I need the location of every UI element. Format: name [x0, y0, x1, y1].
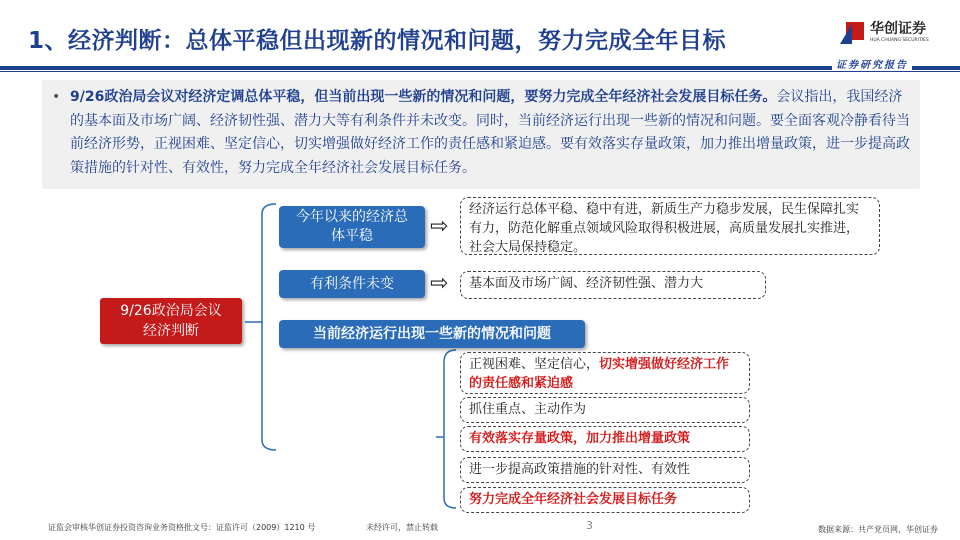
branch-node-stable: 今年以来的经济总体平稳	[279, 206, 425, 248]
page-number: 3	[586, 519, 593, 532]
footer-license: 证监会审核华创证券投资咨询业务资格批文号：证监许可（2009）1210 号	[48, 523, 316, 532]
footer-source: 数据来源：共产党员网，华创证券	[818, 525, 938, 534]
arrow-right-icon: ⇨	[430, 271, 449, 296]
branch-node-conditions: 有利条件未变	[279, 270, 425, 298]
page-title: 1、经济判断：总体平稳但出现新的情况和问题，努力完成全年目标	[28, 28, 727, 54]
report-tagline: 证券研究报告	[832, 56, 912, 71]
logo-text: 华创证券	[870, 21, 926, 37]
footer-notice: 未经许可，禁止转载	[366, 523, 438, 532]
issue-item: 正视困难、坚定信心，切实增强做好经济工作的责任感和紧迫感	[460, 352, 750, 394]
branch-detail-stable: 经济运行总体平稳、稳中有进，新质生产力稳步发展，民生保障扎实有力，防范化解重点领域风险取得积极进展，高质量发展扎实推进，社会大局保持稳定。	[460, 197, 880, 255]
logo-subtext: HUA CHUANG SECURITIES	[870, 38, 929, 43]
arrow-right-icon: ⇨	[430, 214, 449, 239]
issue-item: 努力完成全年经济社会发展目标任务	[460, 487, 750, 513]
root-node: 9/26政治局会议经济判断	[100, 298, 242, 344]
branch-node-new-issues: 当前经济运行出现一些新的情况和问题	[279, 320, 585, 348]
summary-lead: 9/26政治局会议对经济定调总体平稳，但当前出现一些新的情况和问题，要努力完成全年经济社会发展目标任务。	[70, 89, 777, 105]
bullet-icon: •	[52, 89, 61, 105]
issue-item: 抓住重点、主动作为	[460, 397, 750, 423]
issue-item: 有效落实存量政策，加力推出增量政策	[460, 426, 750, 452]
branch-detail-conditions: 基本面及市场广阔、经济韧性强、潜力大	[460, 271, 766, 299]
summary-body: 会议指出，我国经济的基本面及市场广阔、经济韧性强、潜力大等有利条件并未改变。同时，当前经济运行出现一些新的情况和问题。要全面客观冷静看待当前经济形势，正视困难、坚定信心，切实增强做好经济工作的责任感和紧迫感。要有效落实存量政策，加力推出增量政策，进一步提高政策措施的针对性、有效性，努力完成全年经济社会发展目标任务。	[70, 89, 910, 176]
issue-item: 进一步提高政策措施的针对性、有效性	[460, 457, 750, 483]
